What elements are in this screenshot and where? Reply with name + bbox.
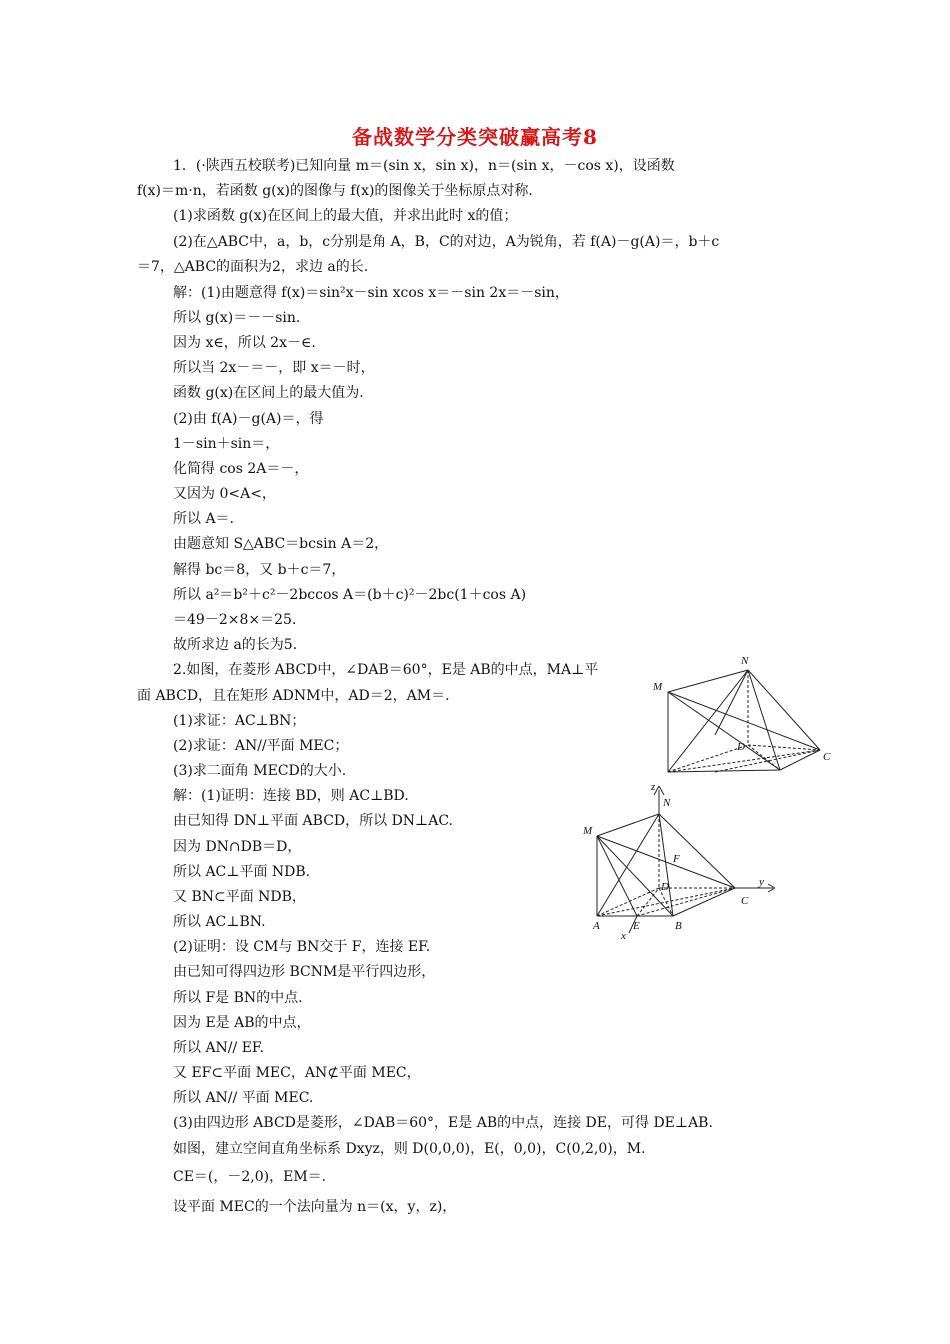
text-line: (3)由四边形 ABCD是菱形，∠DAB＝60°，E是 AB的中点，连接 DE，可得 DE⊥AB. <box>173 1115 713 1131</box>
figure-label: B <box>675 920 682 932</box>
text-line: 所以 a²＝b²＋c²－2bccos A＝(b＋c)²－2bc(1＋cos A) <box>173 587 527 603</box>
text-line: 解得 bc＝8，又 b＋c＝7， <box>173 562 346 578</box>
figure-label: E <box>633 920 640 932</box>
geometry-figure-2 <box>575 778 790 943</box>
figure-label: N <box>741 655 749 667</box>
text-line: 因为 DN∩DB＝D， <box>173 839 302 855</box>
figure-label: D <box>661 881 669 893</box>
text-line: 由已知可得四边形 BCNM是平行四边形， <box>173 964 436 980</box>
text-line: 所以 AC⊥平面 NDB. <box>173 864 311 880</box>
text-line: 又 EF⊂平面 MEC，AN⊄平面 MEC， <box>173 1065 421 1081</box>
text-line: (1)求函数 g(x)在区间上的最大值，并求出此时 x的值； <box>173 208 518 224</box>
text-line: ＝49－2×8×＝25. <box>173 612 297 628</box>
text-line: 所以 AC⊥BN. <box>173 914 266 930</box>
figure-label: C <box>741 895 749 907</box>
figure-label: D <box>737 741 745 753</box>
text-line: 2.如图，在菱形 ABCD中，∠DAB＝60°，E是 AB的中点，MA⊥平 <box>173 662 599 678</box>
figure-label: C <box>823 751 831 763</box>
figure-label: A <box>593 920 600 932</box>
figure-label: N <box>663 797 671 809</box>
text-line: 化简得 cos 2A＝－， <box>173 461 309 477</box>
text-line: 由已知得 DN⊥平面 ABCD，所以 DN⊥AC. <box>173 813 453 829</box>
figure-label: y <box>759 876 764 888</box>
text-line: (1)求证：AC⊥BN； <box>173 713 306 729</box>
text-line: 因为 E是 AB的中点， <box>173 1015 311 1031</box>
text-line: 所以 g(x)＝－－sin. <box>173 310 301 326</box>
text-line: (2)求证：AN//平面 MEC； <box>173 738 349 754</box>
text-line: 1－sin＋sin＝， <box>173 436 280 452</box>
text-line: f(x)＝m·n，若函数 g(x)的图像与 f(x)的图像关于坐标原点对称. <box>137 183 533 199</box>
text-line: (2)由 f(A)－g(A)＝，得 <box>173 411 324 427</box>
figure-label: M <box>653 681 663 693</box>
figure-label: x <box>621 930 626 942</box>
text-line: CE＝(，－2,0)，EM＝. <box>173 1169 327 1185</box>
text-line: 又因为 0<A<， <box>173 486 276 502</box>
text-line: (2)证明：设 CM与 BN交于 F，连接 EF. <box>173 939 431 955</box>
text-line: 又 BN⊂平面 NDB， <box>173 889 306 905</box>
text-line: 所以 F是 BN的中点. <box>173 990 303 1006</box>
text-line: (2)在△ABC中，a，b，c分别是角 A，B，C的对边，A为锐角，若 f(A)－g(A)＝，b＋c <box>173 234 720 250</box>
text-line: 所以 A＝. <box>173 511 235 527</box>
figure-label: M <box>583 825 593 837</box>
text-line: 1．(·陕西五校联考)已知向量 m＝(sin x，sin x)，n＝(sin x，－cos x)，设函数 <box>173 158 675 174</box>
text-line: 如图，建立空间直角坐标系 Dxyz，则 D(0,0,0)，E(，0,0)，C(0,2,0)，M. <box>173 1141 646 1157</box>
text-line: 因为 x∈，所以 2x－∈. <box>173 335 316 351</box>
text-line: 函数 g(x)在区间上的最大值为. <box>173 385 364 401</box>
geometry-figure-1 <box>645 650 845 780</box>
text-line: 所以当 2x－＝－，即 x＝－时， <box>173 360 375 376</box>
text-line: 由题意知 S△ABC＝bcsin A＝2， <box>173 536 389 552</box>
text-line: (3)求二面角 MECD的大小. <box>173 763 347 779</box>
figure-label: z <box>651 781 656 793</box>
text-line: ＝7，△ABC的面积为2，求边 a的长. <box>137 259 369 275</box>
text-line: 解：(1)证明：连接 BD，则 AC⊥BD. <box>173 788 409 804</box>
text-line: 解：(1)由题意得 f(x)＝sin²x－sin xcos x＝－sin 2x＝－sin， <box>173 285 569 301</box>
text-line: 面 ABCD，且在矩形 ADNM中，AD＝2，AM＝. <box>137 688 450 704</box>
text-line: 所以 AN// EF. <box>173 1040 264 1056</box>
text-line: 所以 AN// 平面 MEC. <box>173 1090 314 1106</box>
figure-label: F <box>673 853 680 865</box>
page-title: 备战数学分类突破赢高考8 <box>352 125 598 149</box>
text-line: 设平面 MEC的一个法向量为 n＝(x，y，z)， <box>173 1199 457 1215</box>
text-line: 故所求边 a的长为5. <box>173 637 298 653</box>
